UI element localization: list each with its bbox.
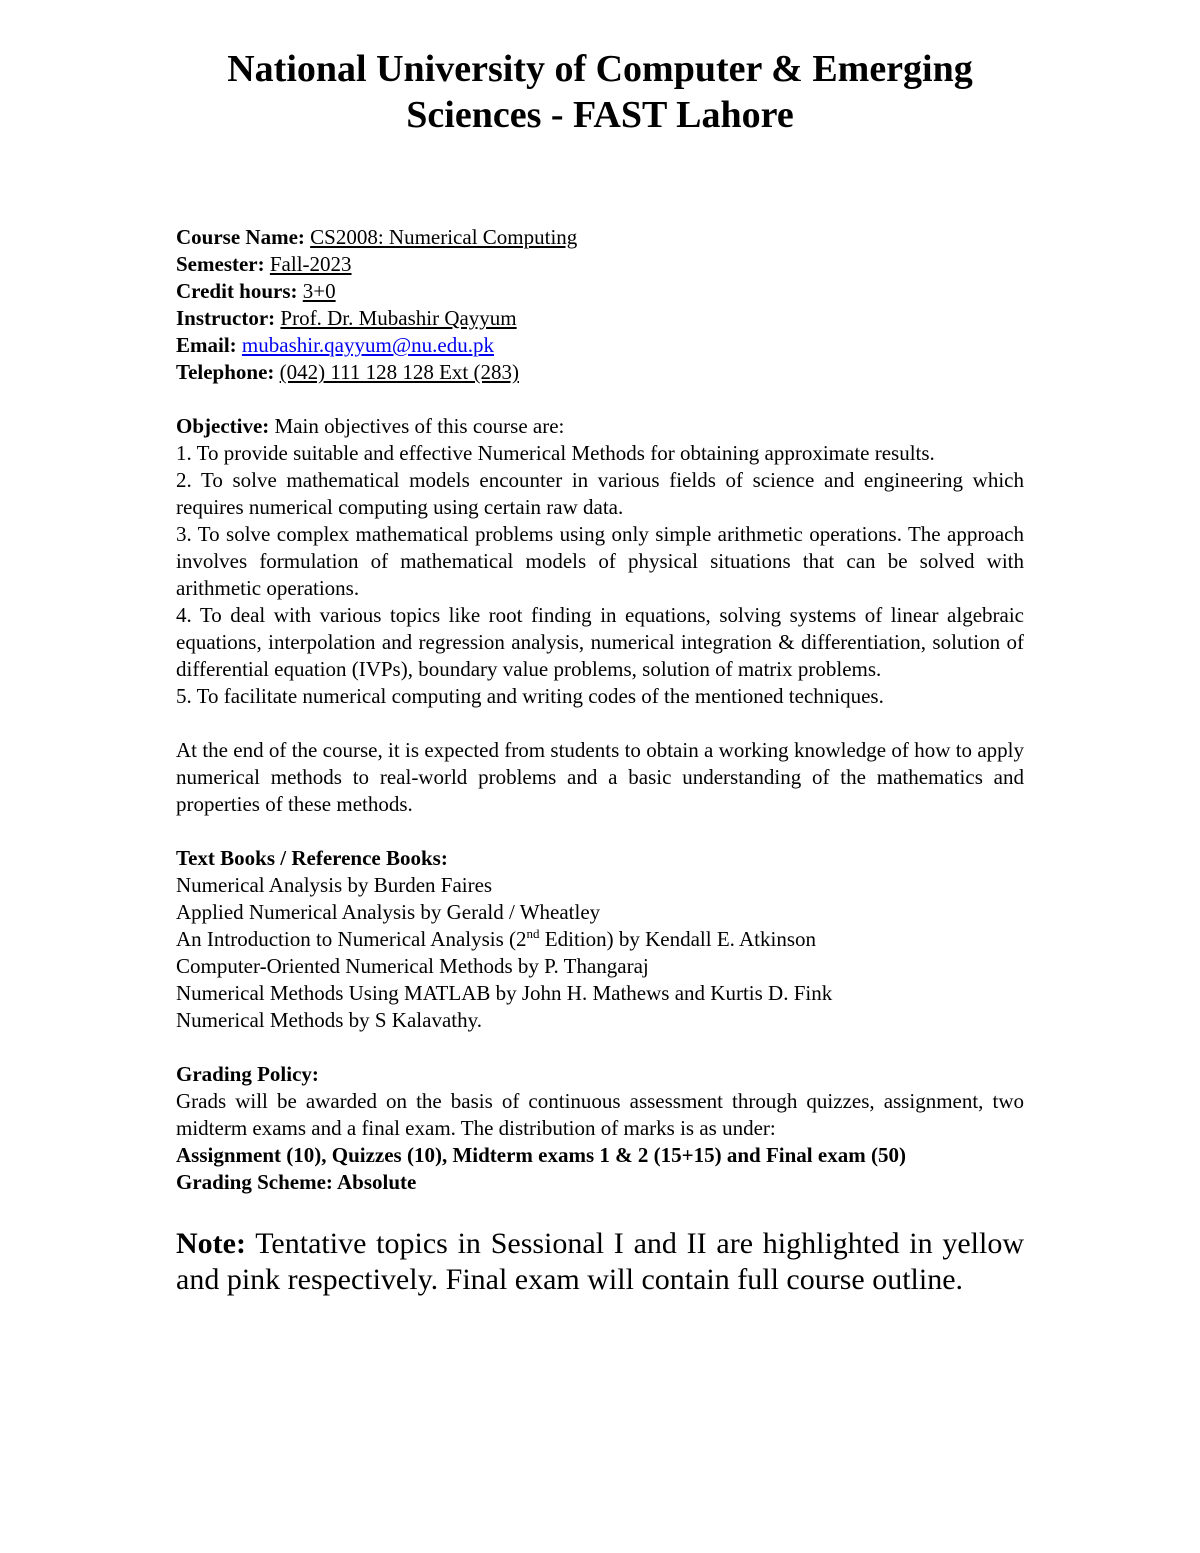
note-text: Tentative topics in Sessional I and II are highlighted in yellow and pink respectively. Final exam will contain full course outline. xyxy=(176,1227,1024,1296)
credit-hours-value: 3+0 xyxy=(302,279,336,303)
course-info xyxy=(176,224,1024,1196)
instructor-value: Prof. Dr. Mubashir Qayyum xyxy=(280,306,517,330)
book-item: Numerical Methods Using MATLAB by John H. Mathews and Kurtis D. Fink xyxy=(176,981,833,1005)
grading-heading: Grading Policy: xyxy=(176,1062,319,1086)
document-title xyxy=(116,46,1084,138)
email-label: Email: xyxy=(176,333,237,357)
book-atkinson-post: Edition) by Kendall E. Atkinson xyxy=(539,927,817,951)
book-item: Applied Numerical Analysis by Gerald / Wheatley xyxy=(176,900,601,924)
book-atkinson-sup: nd xyxy=(526,926,540,941)
semester-row xyxy=(176,251,1024,278)
email-link[interactable]: mubashir.qayyum@nu.edu.pk xyxy=(241,333,494,357)
credit-hours-row xyxy=(176,278,1024,305)
book-item: Numerical Analysis by Burden Faires xyxy=(176,873,493,897)
telephone-value: (042) 111 128 128 Ext (283) xyxy=(279,360,519,384)
grading-distribution: Assignment (10), Quizzes (10), Midterm exams 1 & 2 (15+15) and Final exam (50) xyxy=(176,1143,906,1167)
course-name-value: CS2008: Numerical Computing xyxy=(310,225,578,249)
title-line-2: Sciences - FAST Lahore xyxy=(406,94,794,136)
objective-heading-row xyxy=(176,413,1024,440)
objective-item-3: 3. To solve complex mathematical problems using only simple arithmetic operations. The approach involves formulation of mathematical models of physical situations that can be solved with arithmetic operations. xyxy=(176,522,1024,600)
objective-label: Objective: xyxy=(176,414,270,438)
semester-value: Fall-2023 xyxy=(269,252,352,276)
objective-item-1: 1. To provide suitable and effective Numerical Methods for obtaining approximate results. xyxy=(176,441,935,465)
telephone-row xyxy=(176,359,1024,386)
grading-scheme: Grading Scheme: Absolute xyxy=(176,1170,417,1194)
note-paragraph xyxy=(176,1226,1024,1298)
email-row xyxy=(176,332,1024,359)
title-line-1: National University of Computer & Emerging xyxy=(227,48,973,90)
objective-item-5: 5. To facilitate numerical computing and writing codes of the mentioned techniques. xyxy=(176,684,884,708)
books-heading: Text Books / Reference Books: xyxy=(176,846,448,870)
instructor-row xyxy=(176,305,1024,332)
book-item-atkinson xyxy=(176,926,1024,953)
objective-item-2: 2. To solve mathematical models encounter in various fields of science and engineering which requires numerical computing using certain raw data. xyxy=(176,468,1024,519)
course-outcome-paragraph: At the end of the course, it is expected from students to obtain a working knowledge of how to apply numerical methods to real-world problems and a basic understanding of the mathematics and properties of these methods. xyxy=(176,738,1024,816)
course-name-row xyxy=(176,224,1024,251)
instructor-label: Instructor: xyxy=(176,306,276,330)
objective-item-4: 4. To deal with various topics like root finding in equations, solving systems of linear algebraic equations, interpolation and regression analysis, numerical integration & differentiation, solution of differential equation (IVPs), boundary value problems, solution of matrix problems. xyxy=(176,603,1024,681)
note-label: Note: xyxy=(176,1227,246,1260)
grading-text: Grads will be awarded on the basis of continuous assessment through quizzes, assignment, two midterm exams and a final exam. The distribution of marks is as under: xyxy=(176,1089,1024,1140)
telephone-label: Telephone: xyxy=(176,360,275,384)
objective-intro: Main objectives of this course are: xyxy=(269,414,565,438)
book-atkinson-pre: An Introduction to Numerical Analysis (2 xyxy=(176,927,527,951)
credit-hours-label: Credit hours: xyxy=(176,279,298,303)
book-item: Numerical Methods by S Kalavathy. xyxy=(176,1008,482,1032)
book-item: Computer-Oriented Numerical Methods by P. Thangaraj xyxy=(176,954,649,978)
document-page xyxy=(176,46,1024,1298)
course-name-label: Course Name: xyxy=(176,225,305,249)
semester-label: Semester: xyxy=(176,252,265,276)
